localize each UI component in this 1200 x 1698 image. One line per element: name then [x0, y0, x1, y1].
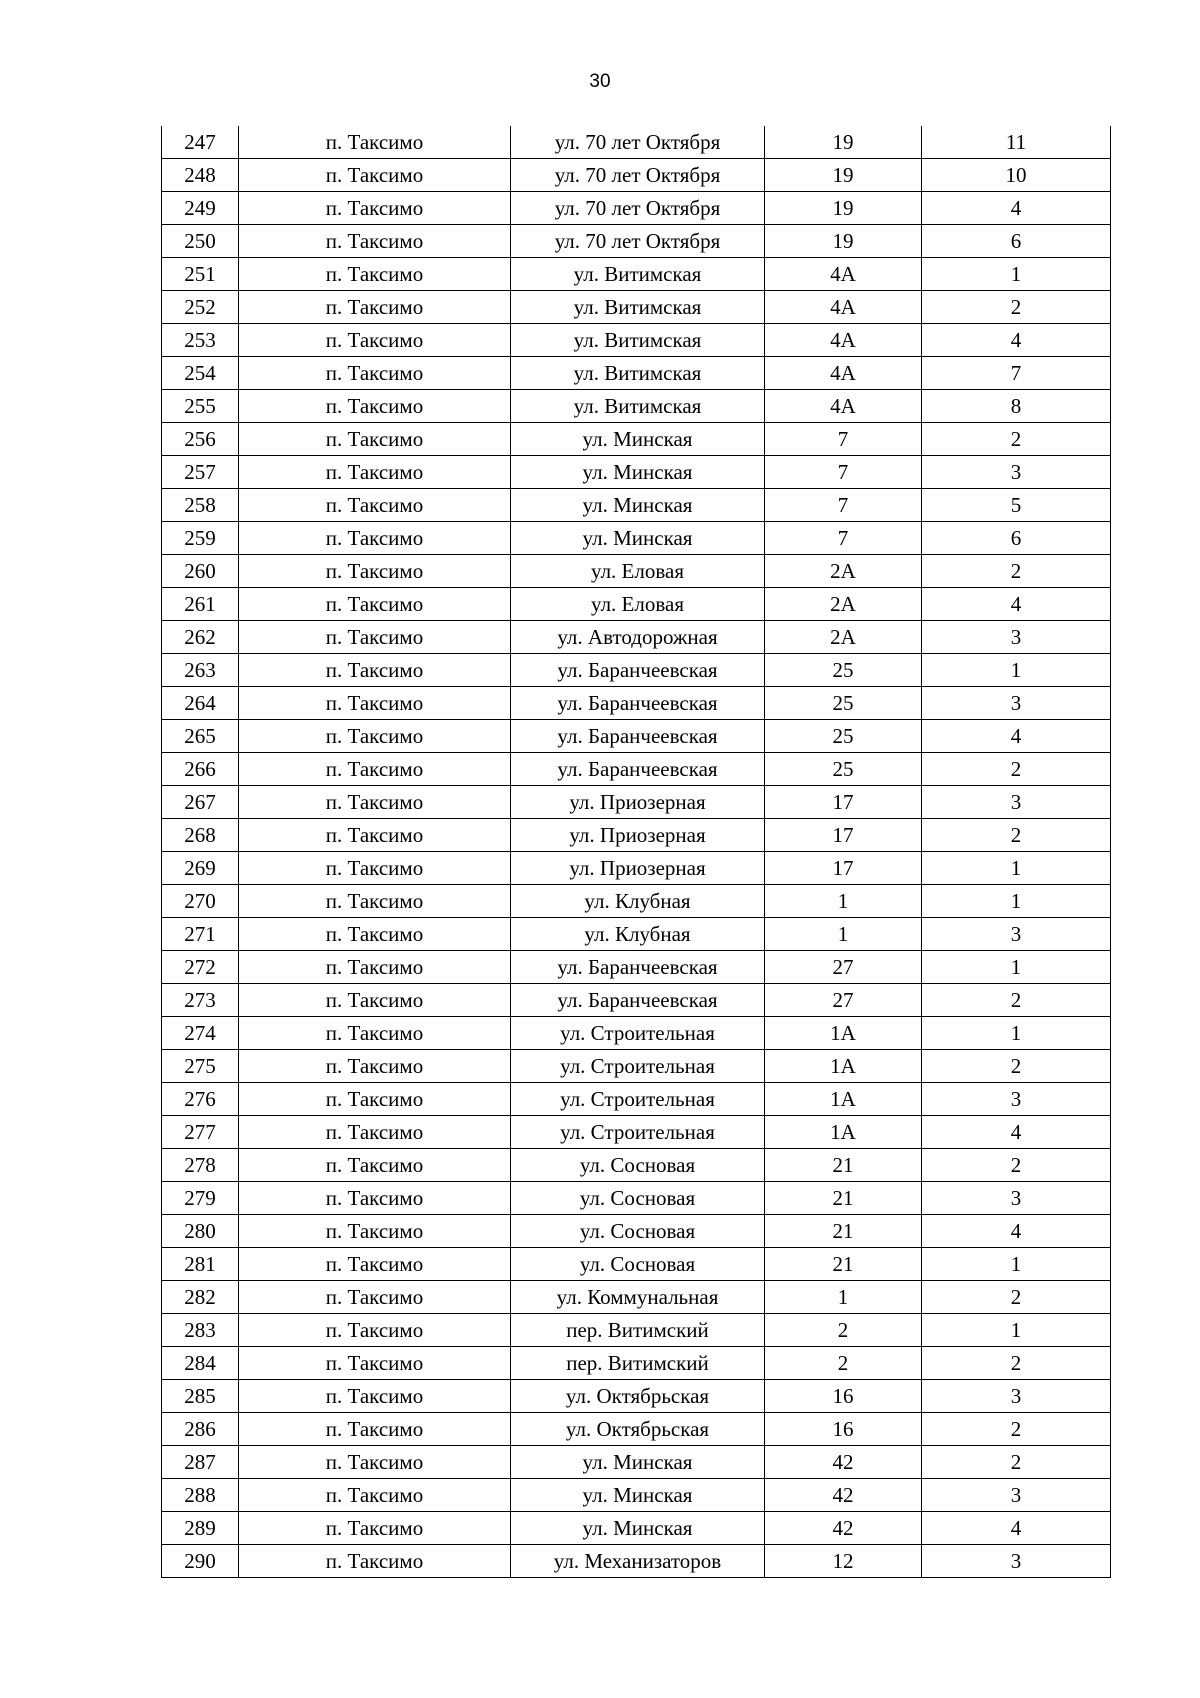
- row-number-cell: 264: [162, 687, 239, 720]
- apartment-cell: 2: [922, 984, 1111, 1017]
- row-number-cell: 268: [162, 819, 239, 852]
- apartment-cell: 7: [922, 357, 1111, 390]
- table-row: [162, 1512, 1111, 1545]
- row-number-cell: 253: [162, 324, 239, 357]
- house-cell: 21: [765, 1182, 922, 1215]
- house-cell: 12: [765, 1545, 922, 1578]
- settlement-cell: п. Таксимо: [239, 786, 511, 819]
- street-cell: ул. Витимская: [511, 357, 765, 390]
- table-row: [162, 687, 1111, 720]
- house-cell: 27: [765, 984, 922, 1017]
- apartment-cell: 2: [922, 555, 1111, 588]
- apartment-cell: 3: [922, 1083, 1111, 1116]
- table-row: [162, 1281, 1111, 1314]
- settlement-cell: п. Таксимо: [239, 588, 511, 621]
- apartment-cell: 1: [922, 1017, 1111, 1050]
- street-cell: ул. 70 лет Октября: [511, 126, 765, 159]
- row-number-cell: 260: [162, 555, 239, 588]
- table-row: [162, 984, 1111, 1017]
- row-number-cell: 262: [162, 621, 239, 654]
- row-number-cell: 275: [162, 1050, 239, 1083]
- apartment-cell: 3: [922, 1545, 1111, 1578]
- street-cell: ул. Витимская: [511, 390, 765, 423]
- street-cell: ул. Коммунальная: [511, 1281, 765, 1314]
- table-row: [162, 885, 1111, 918]
- apartment-cell: 3: [922, 1479, 1111, 1512]
- apartment-cell: 2: [922, 753, 1111, 786]
- street-cell: ул. Минская: [511, 423, 765, 456]
- apartment-cell: 1: [922, 951, 1111, 984]
- street-cell: ул. Сосновая: [511, 1248, 765, 1281]
- row-number-cell: 286: [162, 1413, 239, 1446]
- house-cell: 42: [765, 1479, 922, 1512]
- settlement-cell: п. Таксимо: [239, 819, 511, 852]
- apartment-cell: 6: [922, 225, 1111, 258]
- settlement-cell: п. Таксимо: [239, 1314, 511, 1347]
- apartment-cell: 2: [922, 1050, 1111, 1083]
- house-cell: 19: [765, 192, 922, 225]
- row-number-cell: 273: [162, 984, 239, 1017]
- row-number-cell: 247: [162, 126, 239, 159]
- table-row: [162, 1083, 1111, 1116]
- settlement-cell: п. Таксимо: [239, 918, 511, 951]
- table-row: [162, 621, 1111, 654]
- settlement-cell: п. Таксимо: [239, 159, 511, 192]
- settlement-cell: п. Таксимо: [239, 1182, 511, 1215]
- house-cell: 7: [765, 456, 922, 489]
- row-number-cell: 267: [162, 786, 239, 819]
- street-cell: ул. Баранчеевская: [511, 753, 765, 786]
- street-cell: ул. Баранчеевская: [511, 654, 765, 687]
- house-cell: 25: [765, 654, 922, 687]
- apartment-cell: 4: [922, 1215, 1111, 1248]
- settlement-cell: п. Таксимо: [239, 489, 511, 522]
- house-cell: 1: [765, 885, 922, 918]
- row-number-cell: 251: [162, 258, 239, 291]
- street-cell: ул. Сосновая: [511, 1149, 765, 1182]
- settlement-cell: п. Таксимо: [239, 357, 511, 390]
- settlement-cell: п. Таксимо: [239, 621, 511, 654]
- street-cell: ул. Клубная: [511, 885, 765, 918]
- row-number-cell: 281: [162, 1248, 239, 1281]
- apartment-cell: 3: [922, 687, 1111, 720]
- house-cell: 4А: [765, 324, 922, 357]
- table-row: [162, 1116, 1111, 1149]
- street-cell: ул. Клубная: [511, 918, 765, 951]
- settlement-cell: п. Таксимо: [239, 1083, 511, 1116]
- settlement-cell: п. Таксимо: [239, 456, 511, 489]
- table-row: [162, 1314, 1111, 1347]
- table-row: [162, 357, 1111, 390]
- street-cell: ул. Приозерная: [511, 852, 765, 885]
- house-cell: 17: [765, 819, 922, 852]
- table-row: [162, 456, 1111, 489]
- street-cell: ул. Автодорожная: [511, 621, 765, 654]
- settlement-cell: п. Таксимо: [239, 852, 511, 885]
- house-cell: 4А: [765, 357, 922, 390]
- street-cell: ул. Строительная: [511, 1116, 765, 1149]
- house-cell: 25: [765, 687, 922, 720]
- settlement-cell: п. Таксимо: [239, 951, 511, 984]
- table-row: [162, 1380, 1111, 1413]
- table-row: [162, 390, 1111, 423]
- apartment-cell: 1: [922, 1248, 1111, 1281]
- row-number-cell: 282: [162, 1281, 239, 1314]
- apartment-cell: 1: [922, 885, 1111, 918]
- street-cell: ул. Приозерная: [511, 819, 765, 852]
- street-cell: ул. Строительная: [511, 1083, 765, 1116]
- street-cell: ул. Еловая: [511, 588, 765, 621]
- settlement-cell: п. Таксимо: [239, 1248, 511, 1281]
- settlement-cell: п. Таксимо: [239, 753, 511, 786]
- row-number-cell: 272: [162, 951, 239, 984]
- table-row: [162, 159, 1111, 192]
- apartment-cell: 2: [922, 1446, 1111, 1479]
- house-cell: 25: [765, 720, 922, 753]
- house-cell: 19: [765, 159, 922, 192]
- apartment-cell: 1: [922, 852, 1111, 885]
- settlement-cell: п. Таксимо: [239, 1017, 511, 1050]
- row-number-cell: 289: [162, 1512, 239, 1545]
- street-cell: ул. Еловая: [511, 555, 765, 588]
- house-cell: 7: [765, 522, 922, 555]
- table-row: [162, 522, 1111, 555]
- address-table-body: [162, 126, 1111, 1578]
- apartment-cell: 10: [922, 159, 1111, 192]
- row-number-cell: 270: [162, 885, 239, 918]
- apartment-cell: 1: [922, 258, 1111, 291]
- apartment-cell: 8: [922, 390, 1111, 423]
- house-cell: 1А: [765, 1083, 922, 1116]
- house-cell: 2А: [765, 588, 922, 621]
- row-number-cell: 257: [162, 456, 239, 489]
- house-cell: 7: [765, 489, 922, 522]
- table-row: [162, 1215, 1111, 1248]
- street-cell: ул. Баранчеевская: [511, 720, 765, 753]
- apartment-cell: 5: [922, 489, 1111, 522]
- apartment-cell: 3: [922, 786, 1111, 819]
- apartment-cell: 4: [922, 1116, 1111, 1149]
- table-row: [162, 489, 1111, 522]
- settlement-cell: п. Таксимо: [239, 291, 511, 324]
- settlement-cell: п. Таксимо: [239, 1512, 511, 1545]
- table-row: [162, 753, 1111, 786]
- apartment-cell: 2: [922, 1347, 1111, 1380]
- apartment-cell: 3: [922, 918, 1111, 951]
- settlement-cell: п. Таксимо: [239, 1380, 511, 1413]
- street-cell: ул. Витимская: [511, 258, 765, 291]
- row-number-cell: 258: [162, 489, 239, 522]
- house-cell: 4А: [765, 258, 922, 291]
- settlement-cell: п. Таксимо: [239, 126, 511, 159]
- row-number-cell: 280: [162, 1215, 239, 1248]
- settlement-cell: п. Таксимо: [239, 324, 511, 357]
- street-cell: ул. Баранчеевская: [511, 951, 765, 984]
- apartment-cell: 3: [922, 621, 1111, 654]
- row-number-cell: 276: [162, 1083, 239, 1116]
- table-row: [162, 1479, 1111, 1512]
- street-cell: ул. Минская: [511, 489, 765, 522]
- apartment-cell: 3: [922, 456, 1111, 489]
- apartment-cell: 2: [922, 1149, 1111, 1182]
- settlement-cell: п. Таксимо: [239, 1050, 511, 1083]
- house-cell: 16: [765, 1380, 922, 1413]
- row-number-cell: 250: [162, 225, 239, 258]
- apartment-cell: 2: [922, 423, 1111, 456]
- apartment-cell: 3: [922, 1380, 1111, 1413]
- settlement-cell: п. Таксимо: [239, 1281, 511, 1314]
- row-number-cell: 288: [162, 1479, 239, 1512]
- row-number-cell: 256: [162, 423, 239, 456]
- settlement-cell: п. Таксимо: [239, 720, 511, 753]
- row-number-cell: 266: [162, 753, 239, 786]
- street-cell: ул. Витимская: [511, 324, 765, 357]
- page-number: 30: [589, 71, 611, 92]
- apartment-cell: 1: [922, 654, 1111, 687]
- house-cell: 1А: [765, 1017, 922, 1050]
- house-cell: 1А: [765, 1050, 922, 1083]
- settlement-cell: п. Таксимо: [239, 1215, 511, 1248]
- street-cell: ул. 70 лет Октября: [511, 159, 765, 192]
- row-number-cell: 274: [162, 1017, 239, 1050]
- table-row: [162, 555, 1111, 588]
- settlement-cell: п. Таксимо: [239, 1545, 511, 1578]
- row-number-cell: 265: [162, 720, 239, 753]
- apartment-cell: 4: [922, 324, 1111, 357]
- apartment-cell: 4: [922, 1512, 1111, 1545]
- settlement-cell: п. Таксимо: [239, 1479, 511, 1512]
- row-number-cell: 261: [162, 588, 239, 621]
- row-number-cell: 277: [162, 1116, 239, 1149]
- settlement-cell: п. Таксимо: [239, 1347, 511, 1380]
- apartment-cell: 2: [922, 819, 1111, 852]
- settlement-cell: п. Таксимо: [239, 555, 511, 588]
- house-cell: 1: [765, 918, 922, 951]
- house-cell: 17: [765, 852, 922, 885]
- street-cell: ул. Строительная: [511, 1050, 765, 1083]
- row-number-cell: 255: [162, 390, 239, 423]
- row-number-cell: 278: [162, 1149, 239, 1182]
- table-row: [162, 423, 1111, 456]
- settlement-cell: п. Таксимо: [239, 984, 511, 1017]
- row-number-cell: 249: [162, 192, 239, 225]
- apartment-cell: 4: [922, 192, 1111, 225]
- street-cell: ул. Октябрьская: [511, 1380, 765, 1413]
- house-cell: 7: [765, 423, 922, 456]
- street-cell: ул. Сосновая: [511, 1215, 765, 1248]
- settlement-cell: п. Таксимо: [239, 423, 511, 456]
- table-row: [162, 852, 1111, 885]
- street-cell: ул. Баранчеевская: [511, 984, 765, 1017]
- street-cell: ул. Минская: [511, 1512, 765, 1545]
- street-cell: ул. Октябрьская: [511, 1413, 765, 1446]
- table-row: [162, 1017, 1111, 1050]
- table-row: [162, 225, 1111, 258]
- address-table: [161, 126, 1111, 1578]
- street-cell: ул. Витимская: [511, 291, 765, 324]
- table-row: [162, 1149, 1111, 1182]
- table-row: [162, 1050, 1111, 1083]
- settlement-cell: п. Таксимо: [239, 390, 511, 423]
- row-number-cell: 285: [162, 1380, 239, 1413]
- settlement-cell: п. Таксимо: [239, 1446, 511, 1479]
- row-number-cell: 284: [162, 1347, 239, 1380]
- apartment-cell: 4: [922, 720, 1111, 753]
- table-row: [162, 654, 1111, 687]
- table-row: [162, 918, 1111, 951]
- street-cell: ул. Минская: [511, 1479, 765, 1512]
- row-number-cell: 279: [162, 1182, 239, 1215]
- street-cell: ул. Минская: [511, 522, 765, 555]
- apartment-cell: 6: [922, 522, 1111, 555]
- row-number-cell: 252: [162, 291, 239, 324]
- street-cell: ул. Сосновая: [511, 1182, 765, 1215]
- street-cell: ул. 70 лет Октября: [511, 192, 765, 225]
- table-row: [162, 1182, 1111, 1215]
- table-row: [162, 1248, 1111, 1281]
- street-cell: ул. Механизаторов: [511, 1545, 765, 1578]
- settlement-cell: п. Таксимо: [239, 654, 511, 687]
- apartment-cell: 3: [922, 1182, 1111, 1215]
- table-row: [162, 192, 1111, 225]
- table-row: [162, 1545, 1111, 1578]
- house-cell: 2: [765, 1347, 922, 1380]
- apartment-cell: 2: [922, 1281, 1111, 1314]
- row-number-cell: 248: [162, 159, 239, 192]
- house-cell: 21: [765, 1215, 922, 1248]
- settlement-cell: п. Таксимо: [239, 258, 511, 291]
- settlement-cell: п. Таксимо: [239, 225, 511, 258]
- street-cell: ул. Приозерная: [511, 786, 765, 819]
- house-cell: 21: [765, 1149, 922, 1182]
- row-number-cell: 269: [162, 852, 239, 885]
- row-number-cell: 263: [162, 654, 239, 687]
- street-cell: пер. Витимский: [511, 1347, 765, 1380]
- table-row: [162, 1413, 1111, 1446]
- row-number-cell: 287: [162, 1446, 239, 1479]
- settlement-cell: п. Таксимо: [239, 1116, 511, 1149]
- house-cell: 1: [765, 1281, 922, 1314]
- apartment-cell: 2: [922, 1413, 1111, 1446]
- house-cell: 27: [765, 951, 922, 984]
- house-cell: 19: [765, 126, 922, 159]
- street-cell: ул. Баранчеевская: [511, 687, 765, 720]
- table-row: [162, 126, 1111, 159]
- house-cell: 16: [765, 1413, 922, 1446]
- house-cell: 25: [765, 753, 922, 786]
- table-row: [162, 324, 1111, 357]
- row-number-cell: 290: [162, 1545, 239, 1578]
- house-cell: 4А: [765, 291, 922, 324]
- house-cell: 1А: [765, 1116, 922, 1149]
- street-cell: ул. Минская: [511, 456, 765, 489]
- table-row: [162, 951, 1111, 984]
- house-cell: 42: [765, 1512, 922, 1545]
- table-row: [162, 786, 1111, 819]
- house-cell: 2А: [765, 555, 922, 588]
- row-number-cell: 283: [162, 1314, 239, 1347]
- street-cell: ул. Строительная: [511, 1017, 765, 1050]
- settlement-cell: п. Таксимо: [239, 1413, 511, 1446]
- table-row: [162, 720, 1111, 753]
- apartment-cell: 2: [922, 291, 1111, 324]
- table-row: [162, 819, 1111, 852]
- settlement-cell: п. Таксимо: [239, 687, 511, 720]
- settlement-cell: п. Таксимо: [239, 192, 511, 225]
- apartment-cell: 4: [922, 588, 1111, 621]
- row-number-cell: 259: [162, 522, 239, 555]
- row-number-cell: 271: [162, 918, 239, 951]
- table-row: [162, 1446, 1111, 1479]
- apartment-cell: 11: [922, 126, 1111, 159]
- settlement-cell: п. Таксимо: [239, 885, 511, 918]
- house-cell: 2А: [765, 621, 922, 654]
- apartment-cell: 1: [922, 1314, 1111, 1347]
- street-cell: пер. Витимский: [511, 1314, 765, 1347]
- house-cell: 19: [765, 225, 922, 258]
- house-cell: 17: [765, 786, 922, 819]
- table-row: [162, 1347, 1111, 1380]
- row-number-cell: 254: [162, 357, 239, 390]
- settlement-cell: п. Таксимо: [239, 1149, 511, 1182]
- settlement-cell: п. Таксимо: [239, 522, 511, 555]
- street-cell: ул. 70 лет Октября: [511, 225, 765, 258]
- house-cell: 21: [765, 1248, 922, 1281]
- table-row: [162, 258, 1111, 291]
- house-cell: 2: [765, 1314, 922, 1347]
- table-row: [162, 291, 1111, 324]
- street-cell: ул. Минская: [511, 1446, 765, 1479]
- table-row: [162, 588, 1111, 621]
- house-cell: 42: [765, 1446, 922, 1479]
- house-cell: 4А: [765, 390, 922, 423]
